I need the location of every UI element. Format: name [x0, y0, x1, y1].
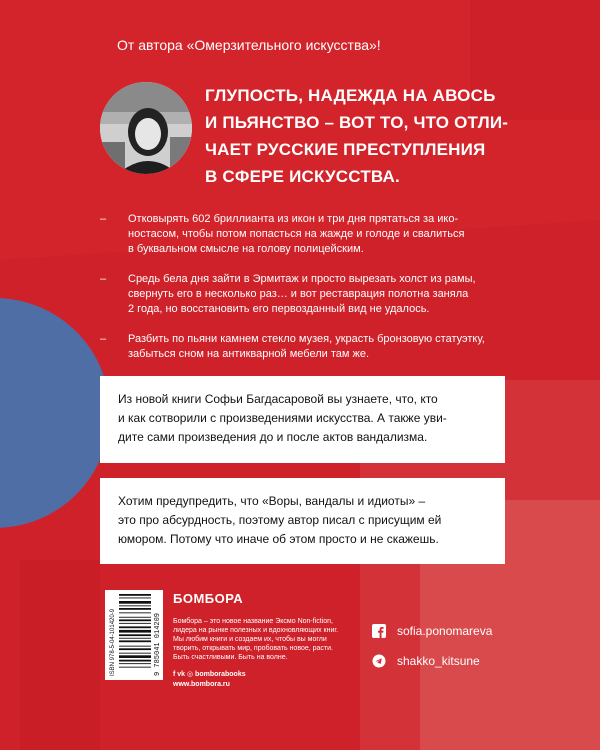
description-line: Быть счастливыми. Быть на волне.: [173, 654, 288, 661]
bullet-marker: –: [100, 333, 107, 345]
barcode-bar: [119, 617, 151, 618]
social-icon: [372, 654, 386, 668]
tagline: От автора «Омерзительного искусства»!: [117, 37, 381, 53]
barcode-bar: [119, 601, 151, 604]
box-line: юмором. Потому что иначе об этом просто и не скажешь.: [118, 532, 439, 546]
box-line: Хотим предупредить, что «Воры, вандалы и идиоты» –: [118, 494, 426, 508]
bullet-line: 2 года, но восстановить его первозданный вид не удалось.: [128, 303, 430, 315]
facebook-handle: sofia.ponomareva: [397, 624, 493, 638]
bullet-line: Разбить по пьяни камнем стекло музея, украсть бронзовую статуэтку,: [128, 333, 485, 345]
publisher-links: [173, 670, 246, 690]
barcode-bar: [119, 648, 151, 650]
box-line: это про абсурдность, поэтому автор писал с присущим ей: [118, 513, 442, 527]
bullet-line: Отковырять 602 бриллианта из икон и три дня прятаться за ико-: [128, 213, 459, 225]
bullet-line: ностасом, чтобы потом попасться на жажде и голоде и свалиться: [128, 228, 465, 240]
headline-line: ГЛУПОСТЬ, НАДЕЖДА НА АВОСЬ: [205, 86, 496, 105]
author-facebook[interactable]: [372, 624, 492, 638]
description-line: творить, открывать мир, пробовать новое, расти.: [173, 645, 333, 652]
barcode-digits: 9 785041 014209: [154, 612, 162, 676]
box-line: дите сами произведения до и после актов вандализма.: [118, 430, 428, 444]
publisher-social[interactable]: f vk ◎ bomborabooks: [173, 671, 246, 678]
barcode-bar: [119, 619, 151, 621]
barcode-bar: [119, 667, 151, 668]
bullet-line: забыться сном на антикварной мебели там же.: [128, 348, 370, 360]
barcode-bar: [119, 630, 151, 633]
barcode-bar: [119, 605, 151, 606]
publisher-website[interactable]: www.bombora.ru: [173, 681, 230, 688]
barcode-bar: [119, 640, 151, 642]
isbn-text: ISBN 978-5-04-101420-9: [110, 608, 116, 676]
box-line: и как сотворили с произведениями искусства. А также уви-: [118, 411, 447, 425]
barcode: [105, 590, 163, 680]
bullet-line: в буквальном смысле на голову полицейским.: [128, 243, 364, 255]
barcode-bar: [119, 594, 151, 596]
facebook-icon: [372, 624, 386, 638]
barcode-bar: [119, 653, 151, 654]
author-portrait: [100, 82, 192, 174]
description-line: Бомбора – это новое название Эксмо Non-fiction,: [173, 618, 333, 625]
bullet-marker: –: [100, 213, 107, 225]
headline-line: ЧАЕТ РУССКИЕ ПРЕСТУПЛЕНИЯ: [205, 140, 486, 159]
barcode-bar: [119, 663, 151, 664]
box-line: Из новой книги Софьи Багдасаровой вы узнаете, что, кто: [118, 392, 438, 406]
barcode-bar: [119, 646, 151, 647]
bullet-item: [100, 212, 550, 257]
headline-line: В СФЕРЕ ИСКУССТВА.: [205, 167, 400, 186]
barcode-bar: [119, 612, 151, 613]
barcode-bar: [119, 626, 151, 628]
headline: [205, 82, 585, 190]
barcode-bar: [119, 623, 151, 624]
info-box-new-book: [100, 376, 505, 463]
bullet-item: [100, 272, 550, 317]
barcode-bar: [119, 608, 151, 610]
barcode-bar: [119, 638, 151, 639]
social-handle: shakko_kitsune: [397, 654, 480, 668]
bullet-line: Средь бела дня зайти в Эрмитаж и просто вырезать холст из рамы,: [128, 273, 476, 285]
barcode-bar: [119, 660, 151, 662]
description-line: лидера на рынке полезных и вдохновляющих книг.: [173, 627, 339, 634]
bullet-line: свернуть его в несколько раз… и вот реставрация полотна заняла: [128, 288, 469, 300]
barcode-bar: [119, 655, 151, 658]
barcode-bar: [119, 598, 151, 599]
description-line: Мы любим книги и создаем их, чтобы вы могли: [173, 636, 327, 643]
publisher-logo: БОМБОРА: [173, 591, 244, 606]
bullet-marker: –: [100, 273, 107, 285]
publisher-description: [173, 617, 358, 662]
bullet-item: [100, 332, 550, 362]
barcode-bar: [119, 634, 151, 636]
headline-line: И ПЬЯНСТВО – ВОТ ТО, ЧТО ОТЛИ-: [205, 113, 509, 132]
info-box-warning: [100, 478, 505, 564]
author-social-other[interactable]: [372, 654, 480, 668]
bullet-list: [100, 212, 550, 377]
